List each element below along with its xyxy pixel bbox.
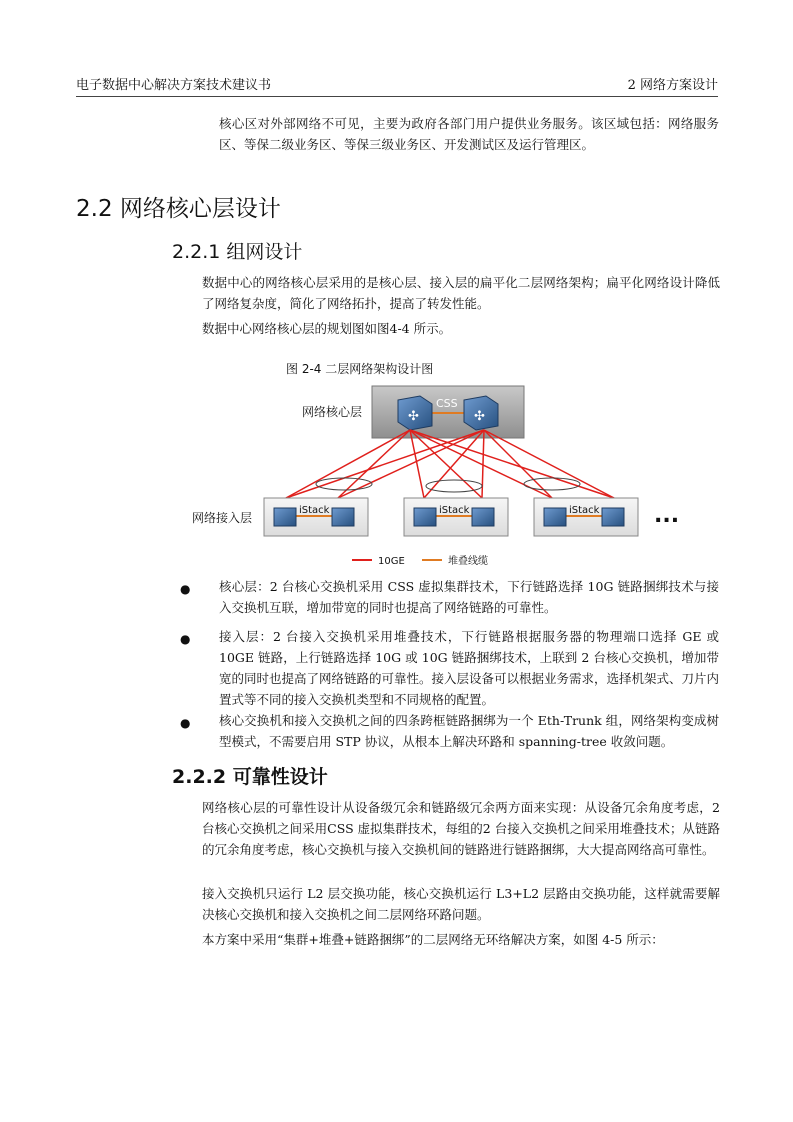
istack-label: iStack xyxy=(299,505,330,516)
router-arrows-icon: ✣ xyxy=(474,409,485,424)
page-header xyxy=(76,78,718,97)
core-layer-label: 网络核心层 xyxy=(302,405,363,419)
more-groups-ellipsis: ... xyxy=(654,503,680,528)
paragraph-2-2-2-c: 本方案中采用“集群+堆叠+链路捆绑”的二层网络无环络解决方案，如图 4-5 所示： xyxy=(202,932,664,947)
section-2-2-2-title: 2.2.2 可靠性设计 xyxy=(172,766,328,788)
bullet-access-layer: 接入层：2 台接入交换机采用堆叠技术，下行链路根据服务器的物理端口选择 GE 或 10GE 链路，上行链路选择 10G 或 10G 链路捆绑技术，上联到 2 台核心交换机，增加带宽的同时也提高了网络链路的可靠性。接入层设备可以根据业务需求，选择机架式、刀片内置式等不同的接入交换机类型和不同规格的配置。 xyxy=(219,629,720,707)
access-group-3 xyxy=(534,498,638,536)
header-doc-title: 电子数据中心解决方案技术建议书 xyxy=(76,78,272,93)
bullet-eth-trunk: 核心交换机和接入交换机之间的四条跨框链路捆绑为一个 Eth-Trunk 组，网络架构变成树型模式，不需要启用 STP 协议，从根本上解决环路和 spanning-tree 收敛问题。 xyxy=(219,713,719,749)
section-2-2-title: 2.2 网络核心层设计 xyxy=(76,196,281,222)
figure-caption: 图 2-4 二层网络架构设计图 xyxy=(286,362,434,376)
network-diagram xyxy=(186,380,706,574)
core-switch-left xyxy=(398,396,432,430)
bullet-core-layer: 核心层：2 台核心交换机采用 CSS 虚拟集群技术，下行链路选择 10G 链路捆绑技术与接入交换机互联，增加带宽的同时也提高了网络链路的可靠性。 xyxy=(219,579,719,615)
paragraph-2-2-1-b: 数据中心网络核心层的规划图如图4-4 所示。 xyxy=(202,321,452,336)
bullet-dot-icon: ● xyxy=(180,582,191,596)
10ge-links xyxy=(286,430,614,498)
paragraph-2-2-1-a: 数据中心的网络核心层采用的是核心层、接入层的扁平化二层网络架构；扁平化网络设计降低了网络复杂度，简化了网络拓扑，提高了转发性能。 xyxy=(202,275,720,311)
access-group-1 xyxy=(264,498,368,536)
paragraph-2-2-2-a: 网络核心层的可靠性设计从设备级冗余和链路级冗余两方面来实现：从设备冗余角度考虑，2 台核心交换机之间采用CSS 虚拟集群技术，每组的2 台接入交换机之间采用堆叠技术；从链路的冗余角度考虑，核心交换机与接入交换机间的链路进行链路捆绑，大大提高网络高可靠性。 xyxy=(202,800,720,857)
section-2-2-1-title: 2.2.1 组网设计 xyxy=(172,241,303,263)
legend-10ge-label: 10GE xyxy=(378,556,405,567)
paragraph-2-2-2-b: 接入交换机只运行 L2 层交换功能，核心交换机运行 L3+L2 层路由交换功能，这样就需要解决核心交换机和接入交换机之间二层网络环路问题。 xyxy=(202,886,720,922)
header-chapter: 2 网络方案设计 xyxy=(627,78,718,93)
eth-trunk-ellipses xyxy=(316,478,580,492)
istack-label: iStack xyxy=(569,505,600,516)
access-layer-label: 网络接入层 xyxy=(192,511,253,525)
intro-paragraph: 核心区对外部网络不可见，主要为政府各部门用户提供业务服务。该区域包括：网络服务区、等保二级业务区、等保三级业务区、开发测试区及运行管理区。 xyxy=(219,116,719,152)
bullet-dot-icon: ● xyxy=(180,716,191,730)
legend-stack-label: 堆叠线缆 xyxy=(448,556,488,567)
css-label: CSS xyxy=(436,397,458,410)
network-diagram-svg xyxy=(186,380,706,570)
bullet-dot-icon: ● xyxy=(180,632,191,646)
access-group-2 xyxy=(404,498,508,536)
router-arrows-icon: ✣ xyxy=(408,409,419,424)
istack-label: iStack xyxy=(439,505,470,516)
core-switch-right xyxy=(464,396,498,430)
